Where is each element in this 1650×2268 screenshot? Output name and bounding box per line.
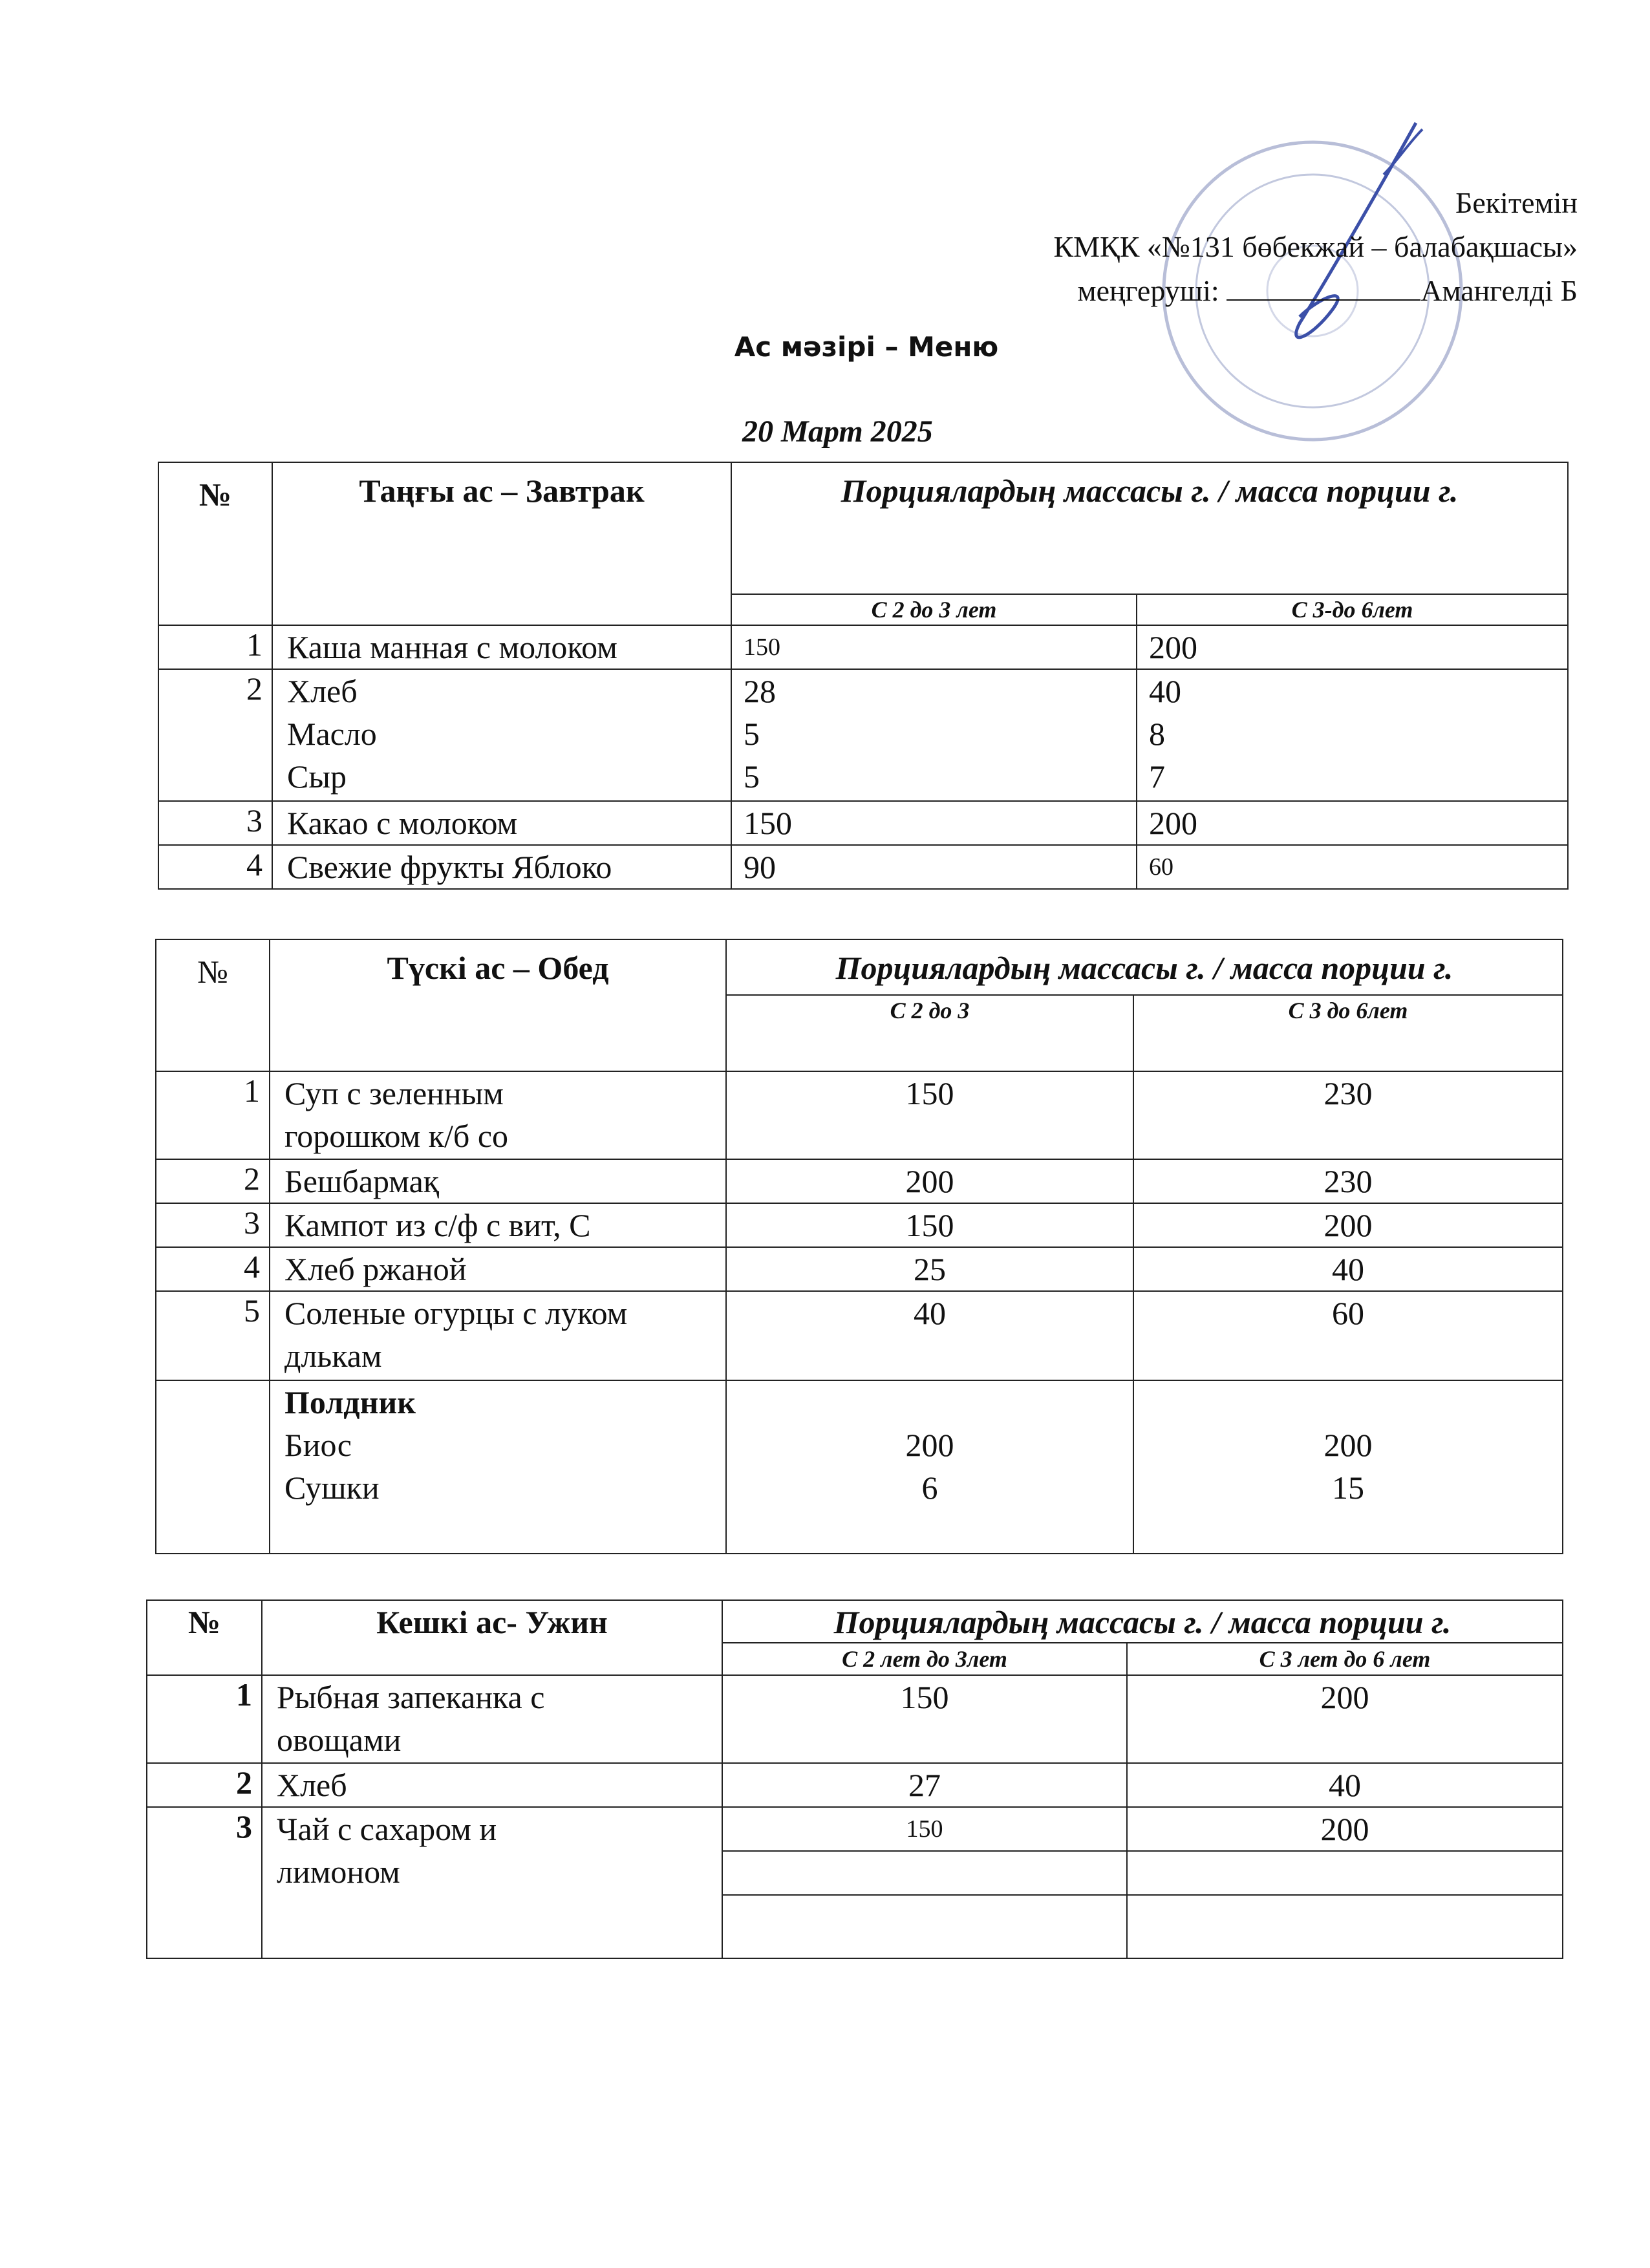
table-row — [158, 625, 1568, 669]
portion-value: 8 — [1149, 716, 1165, 752]
breakfast-table — [158, 462, 1569, 890]
dish-name: длькам — [284, 1338, 382, 1374]
portion-3-6: 200 — [1133, 1203, 1563, 1247]
portion-value: 200 — [905, 1427, 954, 1463]
breakfast-mass-header: Порциялардың массасы г. / масса порции г. — [731, 462, 1568, 594]
dish-name: лимоном — [277, 1854, 400, 1890]
dish-name: Бешбармақ — [270, 1159, 726, 1203]
dish-name: Соленые огурцы с луком — [284, 1295, 628, 1331]
dinner-meal-header: Кешкі ас- Ужин — [262, 1600, 722, 1675]
breakfast-age1: С 2 до 3 лет — [731, 594, 1137, 625]
table-row — [156, 1247, 1563, 1291]
table-row — [156, 1071, 1563, 1159]
breakfast-meal-header: Таңғы ас – Завтрак — [272, 462, 731, 625]
page-title: Ас мәзірі – Меню — [734, 331, 999, 363]
portions-2-3 — [731, 669, 1137, 801]
portion-value: 6 — [921, 1470, 938, 1506]
dinner-mass-header: Порциялардың массасы г. / масса порции г. — [722, 1600, 1563, 1643]
signature-line — [1227, 273, 1420, 301]
portion-value: 15 — [1332, 1470, 1364, 1506]
portion-2-3: 150 — [731, 625, 1137, 669]
dinner-num-header: № — [147, 1600, 262, 1675]
portion-value: 5 — [744, 716, 760, 752]
dish-name: Масло — [287, 716, 377, 752]
dish-name: Суп с зеленным — [284, 1075, 504, 1111]
row-number: 5 — [156, 1291, 270, 1380]
portion-3-6: 230 — [1133, 1071, 1563, 1159]
snack-item: Сушки — [284, 1470, 380, 1506]
snack-item: Биос — [284, 1427, 352, 1463]
empty-cell — [722, 1851, 1127, 1895]
portion-2-3: 150 — [726, 1203, 1133, 1247]
row-number: 1 — [158, 625, 272, 669]
table-row — [156, 1291, 1563, 1380]
dish-name: Хлеб ржаной — [270, 1247, 726, 1291]
dish-name: Сыр — [287, 758, 347, 795]
table-row — [156, 1203, 1563, 1247]
portion-3-6: 40 — [1127, 1763, 1563, 1807]
breakfast-num-header: № — [158, 462, 272, 625]
dish-names — [262, 1807, 722, 1958]
snack-portions-3-6 — [1133, 1380, 1563, 1554]
row-number: 4 — [156, 1247, 270, 1291]
empty-cell — [1127, 1851, 1563, 1895]
empty-cell — [1127, 1895, 1563, 1958]
portion-2-3: 150 — [722, 1675, 1127, 1763]
row-number: 3 — [156, 1203, 270, 1247]
lunch-table — [155, 939, 1563, 1554]
portion-3-6: 200 — [1127, 1807, 1563, 1851]
menu-date: 20 Март 2025 — [742, 414, 933, 449]
dinner-age2: С 3 лет до 6 лет — [1127, 1643, 1563, 1675]
approval-block — [1053, 181, 1578, 313]
portion-3-6: 60 — [1137, 845, 1568, 889]
portions-3-6 — [1137, 669, 1568, 801]
portion-value: 40 — [1149, 673, 1181, 709]
dish-name: Какао с молоком — [272, 801, 731, 845]
row-number: 1 — [156, 1071, 270, 1159]
row-number: 2 — [147, 1763, 262, 1807]
row-number: 4 — [158, 845, 272, 889]
dinner-age1: С 2 лет до 3лет — [722, 1643, 1127, 1675]
row-number: 2 — [156, 1159, 270, 1203]
portion-value: 7 — [1149, 758, 1165, 795]
lunch-age2: С 3 до 6лет — [1133, 995, 1563, 1071]
dish-name: Хлеб — [262, 1763, 722, 1807]
portion-3-6: 200 — [1137, 625, 1568, 669]
dish-name: овощами — [277, 1722, 402, 1758]
portion-3-6: 60 — [1133, 1291, 1563, 1380]
row-number: 3 — [147, 1807, 262, 1958]
approval-position: меңгеруші: — [1077, 274, 1219, 307]
approval-line2: КМҚК «№131 бөбекжай – балабақшасы» — [1053, 230, 1578, 263]
snack-row — [156, 1380, 1563, 1554]
dish-names — [262, 1675, 722, 1763]
portion-2-3: 90 — [731, 845, 1137, 889]
table-row — [158, 801, 1568, 845]
portion-3-6: 230 — [1133, 1159, 1563, 1203]
approval-line1: Бекітемін — [1455, 186, 1578, 219]
portion-3-6: 200 — [1127, 1675, 1563, 1763]
table-row — [158, 669, 1568, 801]
approval-signer: Амангелді Б — [1420, 274, 1578, 307]
portion-2-3: 27 — [722, 1763, 1127, 1807]
snack-title: Полдник — [284, 1384, 416, 1420]
empty-cell — [722, 1895, 1127, 1958]
portion-2-3: 150 — [731, 801, 1137, 845]
dinner-table — [146, 1599, 1563, 1959]
dish-names — [270, 1071, 726, 1159]
portion-3-6: 200 — [1137, 801, 1568, 845]
portion-value: 5 — [744, 758, 760, 795]
row-number: 1 — [147, 1675, 262, 1763]
portion-2-3: 200 — [726, 1159, 1133, 1203]
dish-names — [272, 669, 731, 801]
dish-name: Чай с сахаром и — [277, 1811, 497, 1847]
snack-number-cell — [156, 1380, 270, 1554]
portion-value: 200 — [1323, 1427, 1373, 1463]
row-number: 2 — [158, 669, 272, 801]
approval-line3 — [1053, 269, 1578, 313]
dish-name: Свежие фрукты Яблоко — [272, 845, 731, 889]
portion-value: 28 — [744, 673, 776, 709]
portion-2-3: 150 — [726, 1071, 1133, 1159]
lunch-mass-header: Порциялардың массасы г. / масса порции г. — [726, 939, 1563, 995]
portion-2-3: 40 — [726, 1291, 1133, 1380]
table-row — [158, 845, 1568, 889]
lunch-meal-header: Түскі ас – Обед — [270, 939, 726, 1071]
breakfast-age2: С 3-до 6лет — [1137, 594, 1568, 625]
lunch-num-header: № — [156, 939, 270, 1071]
dish-name: Хлеб — [287, 673, 358, 709]
lunch-age1: С 2 до 3 — [726, 995, 1133, 1071]
table-row — [156, 1159, 1563, 1203]
portion-2-3: 150 — [722, 1807, 1127, 1851]
table-row — [147, 1675, 1563, 1763]
dish-name: Каша манная с молоком — [272, 625, 731, 669]
dish-name: горошком к/б со — [284, 1118, 509, 1154]
portion-3-6: 40 — [1133, 1247, 1563, 1291]
snack-names — [270, 1380, 726, 1554]
snack-portions-2-3 — [726, 1380, 1133, 1554]
dish-name: Кампот из с/ф с вит, С — [270, 1203, 726, 1247]
table-row — [147, 1807, 1563, 1851]
table-row — [147, 1763, 1563, 1807]
dish-names — [270, 1291, 726, 1380]
portion-2-3: 25 — [726, 1247, 1133, 1291]
row-number: 3 — [158, 801, 272, 845]
dish-name: Рыбная запеканка с — [277, 1679, 545, 1715]
